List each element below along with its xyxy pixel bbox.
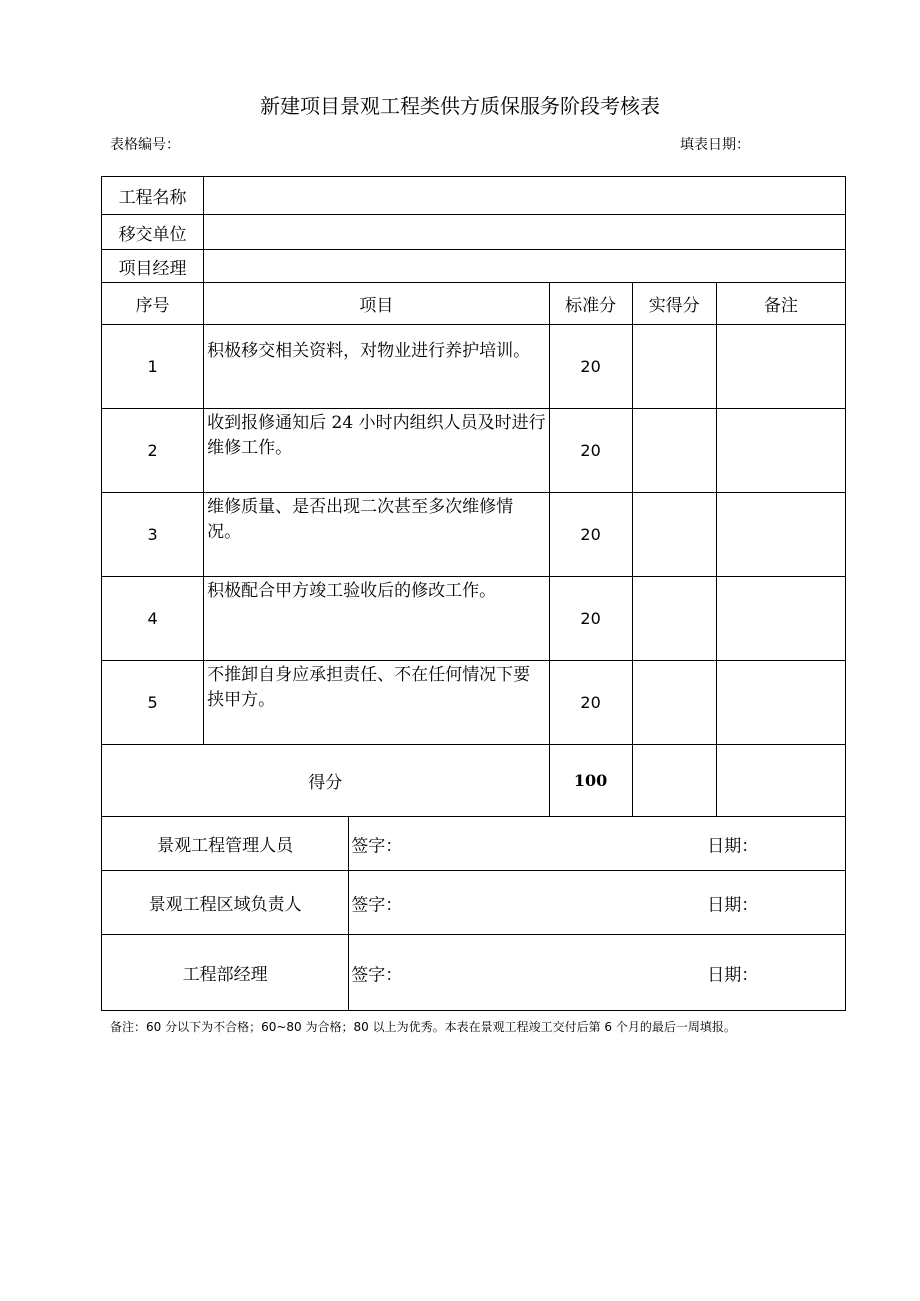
header-remark: 备注 (716, 283, 845, 325)
header-seq: 序号 (102, 283, 204, 325)
item-standard-score: 20 (549, 577, 632, 661)
date-label: 日期： (707, 836, 759, 856)
info-row-project-name (102, 177, 846, 215)
signature-field[interactable] (349, 871, 846, 935)
info-label: 移交单位 (102, 215, 204, 250)
sign-label: 签字： (351, 965, 403, 985)
item-text: 积极配合甲方竣工验收后的修改工作。 (204, 577, 549, 661)
header-actual: 实得分 (632, 283, 716, 325)
item-remark[interactable] (716, 661, 845, 745)
date-label: 日期： (707, 895, 759, 915)
date-label: 日期： (707, 965, 759, 985)
item-actual-score[interactable] (632, 409, 716, 493)
item-standard-score: 20 (549, 493, 632, 577)
item-remark[interactable] (716, 409, 845, 493)
signature-field[interactable] (349, 935, 846, 1011)
item-remark[interactable] (716, 325, 845, 409)
signature-role: 景观工程区域负责人 (102, 871, 349, 935)
total-standard-score: 100 (549, 745, 632, 817)
item-seq: 1 (102, 325, 204, 409)
handover-unit-value[interactable] (204, 215, 846, 250)
fill-date-label: 填表日期： (680, 137, 750, 153)
signature-row (102, 871, 846, 935)
item-text: 积极移交相关资料，对物业进行养护培训。 (204, 325, 549, 409)
project-name-value[interactable] (204, 177, 846, 215)
info-label: 项目经理 (102, 250, 204, 283)
sign-label: 签字： (351, 836, 403, 856)
table-row (102, 409, 846, 493)
table-row (102, 493, 846, 577)
item-remark[interactable] (716, 577, 845, 661)
header-standard: 标准分 (549, 283, 632, 325)
total-remark[interactable] (716, 745, 845, 817)
item-actual-score[interactable] (632, 577, 716, 661)
item-seq: 4 (102, 577, 204, 661)
item-standard-score: 20 (549, 661, 632, 745)
form-number-label: 表格编号： (110, 137, 180, 153)
item-text: 维修质量、是否出现二次甚至多次维修情况。 (204, 493, 549, 577)
item-remark[interactable] (716, 493, 845, 577)
info-row-project-manager (102, 250, 846, 283)
table-row (102, 577, 846, 661)
item-seq: 5 (102, 661, 204, 745)
signature-row (102, 935, 846, 1011)
page-title: 新建项目景观工程类供方质保服务阶段考核表 (260, 94, 660, 118)
item-text: 不推卸自身应承担责任、不在任何情况下要挟甲方。 (204, 661, 549, 745)
footnote: 备注：60 分以下为不合格；60~80 为合格；80 以上为优秀。本表在景观工程竣工交付后第 6 个月的最后一周填报。 (110, 1020, 736, 1034)
sign-label: 签字： (351, 895, 403, 915)
item-actual-score[interactable] (632, 493, 716, 577)
table-row (102, 661, 846, 745)
total-label: 得分 (102, 745, 550, 817)
assessment-table (101, 176, 846, 1011)
item-actual-score[interactable] (632, 661, 716, 745)
item-standard-score: 20 (549, 325, 632, 409)
info-label: 工程名称 (102, 177, 204, 215)
item-standard-score: 20 (549, 409, 632, 493)
signature-row (102, 817, 846, 871)
header-row (102, 283, 846, 325)
signature-role: 工程部经理 (102, 935, 349, 1011)
info-row-handover-unit (102, 215, 846, 250)
project-manager-value[interactable] (204, 250, 846, 283)
item-actual-score[interactable] (632, 325, 716, 409)
total-actual-score[interactable] (632, 745, 716, 817)
signature-role: 景观工程管理人员 (102, 817, 349, 871)
total-row (102, 745, 846, 817)
table-row (102, 325, 846, 409)
item-text: 收到报修通知后 24 小时内组织人员及时进行维修工作。 (204, 409, 549, 493)
header-item: 项目 (204, 283, 549, 325)
item-seq: 2 (102, 409, 204, 493)
signature-field[interactable] (349, 817, 846, 871)
item-seq: 3 (102, 493, 204, 577)
